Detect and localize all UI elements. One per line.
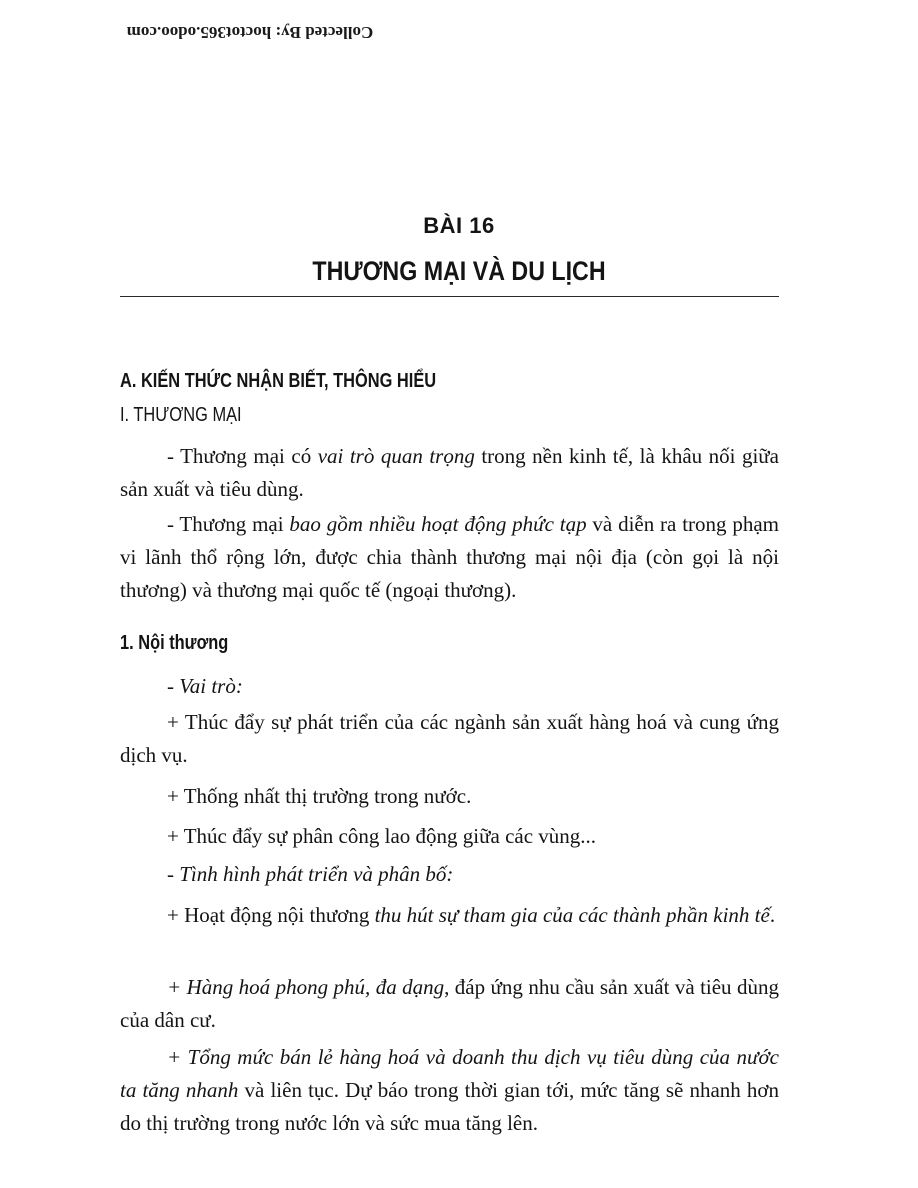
paragraph-development-3: [120, 1041, 779, 1140]
paragraph-development-2: [120, 971, 779, 1037]
text-run: - Thương mại có: [167, 444, 318, 468]
text-run-italic: thu hút sự tham gia của các thành phần kinh tế: [374, 903, 770, 927]
text-run: + Hoạt động nội thương: [167, 903, 375, 927]
paragraph-role-2: + Thống nhất thị trường trong nước.: [167, 784, 472, 808]
text-run-italic: bao gồm nhiều hoạt động phức tạp: [289, 512, 587, 536]
section-heading-a: A. KIẾN THỨC NHẬN BIẾT, THÔNG HIỂU: [120, 370, 437, 392]
text-run-italic: - Tình hình phát triển và phân bố:: [167, 862, 454, 886]
section-heading-i: I. THƯƠNG MẠI: [120, 404, 242, 426]
text-run: và liên tục. Dự báo trong thời gian tới, mức tăng sẽ nhanh hơn do thị trường trong nước lớn và sức mua tăng lên.: [120, 1078, 779, 1135]
collector-header-note: Collected By: hoctot365.odoo.com: [126, 23, 374, 42]
subsection-heading-domestic-trade: 1. Nội thương: [120, 632, 229, 654]
text-run-italic: + Tổng mức bán lẻ hàng hoá và doanh thu dịch vụ tiêu dùng của nước ta tăng nhanh: [120, 1045, 779, 1102]
chapter-title: THƯƠNG MẠI VÀ DU LỊCH: [312, 256, 606, 286]
paragraph-trade-role: [120, 440, 779, 506]
chapter-number: BÀI 16: [423, 213, 495, 238]
text-run: - Thương mại: [167, 512, 290, 536]
paragraph-role-3: + Thúc đẩy sự phân công lao động giữa các vùng...: [167, 824, 597, 848]
text-run-italic: + Hàng hoá phong phú, đa dạng: [167, 975, 445, 999]
paragraph-role-label: [120, 670, 779, 703]
text-run: , đáp ứng nhu cầu sản xuất và tiêu dùng của dân cư.: [120, 975, 779, 1032]
paragraph-development-1: [120, 899, 779, 932]
paragraph-trade-scope: [120, 508, 779, 607]
text-run-italic: - Vai trò:: [167, 674, 243, 698]
text-run-italic: vai trò quan trọng: [317, 444, 475, 468]
text-run: và diễn ra trong phạm vi lãnh thổ rộng lớn, được chia thành thương mại nội địa (còn gọi là nội thương) và thương mại quốc tế (ngoại thương).: [120, 512, 780, 602]
text-run: .: [769, 903, 776, 927]
paragraph-role-1: + Thúc đẩy sự phát triển của các ngành sản xuất hàng hoá và cung ứng dịch vụ.: [120, 710, 779, 767]
text-run: trong nền kinh tế, là khâu nối giữa sản xuất và tiêu dùng.: [120, 444, 779, 501]
paragraph-development-label: [120, 858, 779, 891]
title-divider: [120, 296, 779, 297]
